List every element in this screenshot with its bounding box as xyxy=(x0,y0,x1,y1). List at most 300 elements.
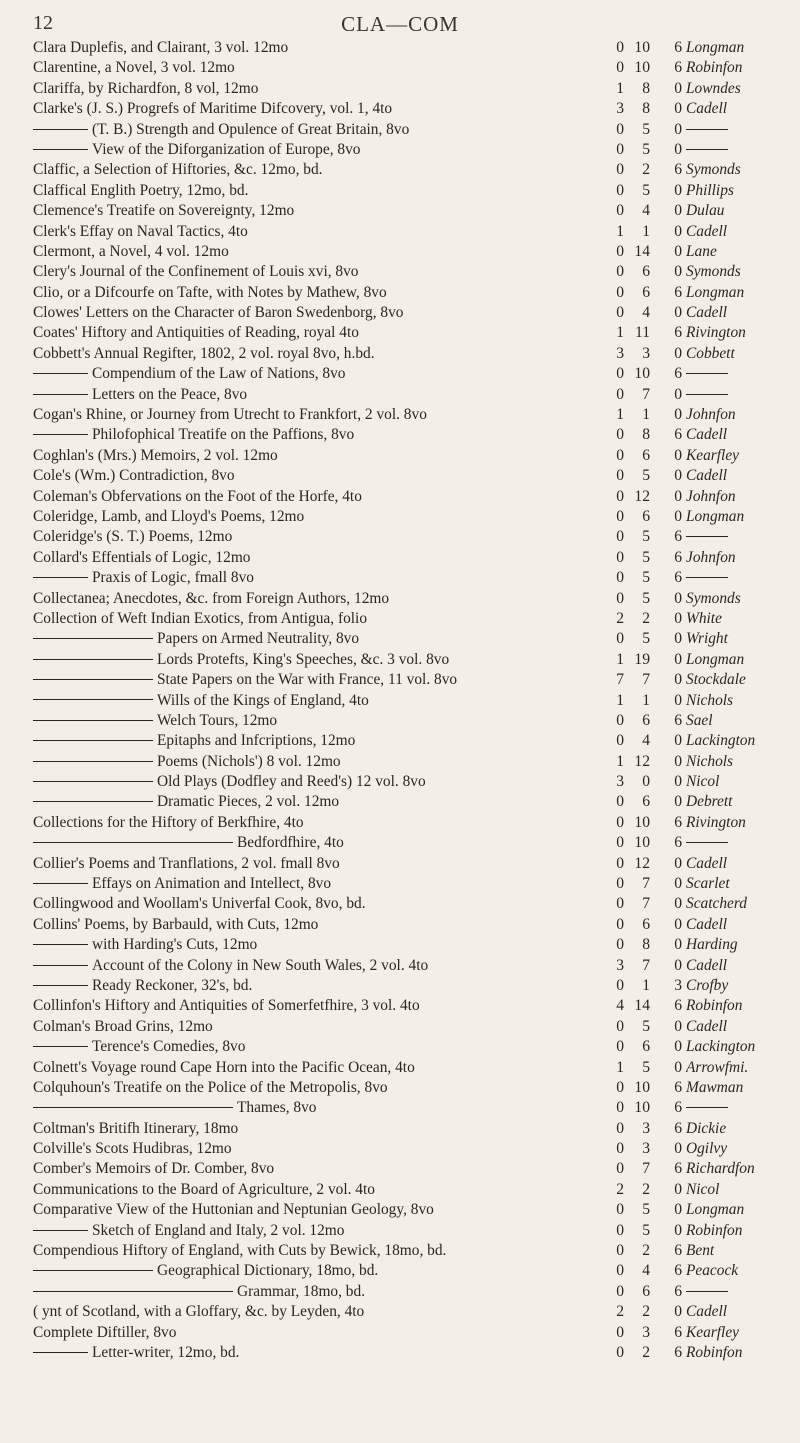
price-shillings: 5 xyxy=(642,589,650,607)
entry-title xyxy=(33,344,643,364)
entry-publisher xyxy=(686,120,798,140)
entry-title-text: Communications to the Board of Agriculture, 2 vol. 4to xyxy=(33,1180,375,1198)
entry-title xyxy=(33,120,643,140)
price-pounds: 0 xyxy=(616,854,624,872)
price-pounds: 0 xyxy=(616,1344,624,1361)
entry-publisher: Cadell xyxy=(686,915,728,933)
entry-publisher: Symonds xyxy=(686,263,741,281)
catalog-entry xyxy=(0,160,800,180)
entry-publisher: Mawman xyxy=(686,1078,744,1096)
catalog-entry xyxy=(0,894,800,914)
catalog-entry xyxy=(0,711,800,731)
entry-publisher: Lackington xyxy=(686,1038,756,1056)
price-pence: 6 xyxy=(674,528,682,546)
catalog-entry xyxy=(0,58,800,78)
price-shillings: 5 xyxy=(642,1058,650,1076)
entry-title xyxy=(33,792,643,812)
price-shillings: 6 xyxy=(642,793,650,811)
price-pounds: 0 xyxy=(616,813,624,831)
catalog-entry xyxy=(0,222,800,242)
entry-title xyxy=(33,874,643,894)
entry-publisher xyxy=(686,568,798,588)
entry-title-text: Bedfordfhire, 4to xyxy=(237,834,344,852)
price-shillings: 2 xyxy=(642,1242,650,1260)
ditto-rule xyxy=(33,638,153,639)
entry-title xyxy=(33,956,643,976)
entry-title xyxy=(33,772,643,792)
entry-title-text: Clowes' Letters on the Character of Baron Swedenborg, 8vo xyxy=(33,304,404,322)
catalog-entry xyxy=(0,691,800,711)
price-pence: 0 xyxy=(674,120,682,138)
entry-publisher: Nicol xyxy=(686,1180,720,1198)
entry-publisher: Lane xyxy=(686,242,717,260)
entry-publisher: Robinfon xyxy=(686,997,743,1015)
price-pence: 0 xyxy=(674,385,682,403)
price-pounds: 0 xyxy=(616,732,624,750)
price-shillings: 14 xyxy=(634,997,650,1015)
price-pounds: 0 xyxy=(616,487,624,505)
entry-publisher: Stockdale xyxy=(686,671,746,689)
price-shillings: 8 xyxy=(642,426,650,444)
entry-title-text: Collins' Poems, by Barbauld, with Cuts, 12mo xyxy=(33,915,319,933)
entry-title xyxy=(33,222,643,242)
price-pence: 6 xyxy=(674,711,682,729)
catalog-entry xyxy=(0,935,800,955)
price-pence: 0 xyxy=(674,671,682,689)
entry-title-text: Coleridge's (S. T.) Poems, 12mo xyxy=(33,528,233,546)
price-pence: 0 xyxy=(674,100,682,118)
price-shillings: 10 xyxy=(634,834,650,852)
catalog-entry xyxy=(0,140,800,160)
price-pence: 0 xyxy=(674,1201,682,1219)
entry-publisher xyxy=(686,364,798,384)
entry-title xyxy=(33,691,643,711)
catalog-entry xyxy=(0,1282,800,1302)
entry-title-text: Cole's (Wm.) Contradiction, 8vo xyxy=(33,467,235,485)
price-pence: 0 xyxy=(674,222,682,240)
price-pounds: 2 xyxy=(616,609,624,627)
price-pounds: 0 xyxy=(616,59,624,77)
price-pounds: 1 xyxy=(616,79,624,97)
price-pounds: 0 xyxy=(616,834,624,852)
price-pence: 0 xyxy=(674,344,682,362)
price-pounds: 0 xyxy=(616,1242,624,1260)
price-shillings: 8 xyxy=(642,100,650,118)
entry-publisher: White xyxy=(686,609,722,627)
catalog-entry xyxy=(0,670,800,690)
price-shillings: 10 xyxy=(634,39,650,56)
price-pounds: 0 xyxy=(616,569,624,587)
price-pence: 6 xyxy=(674,39,682,56)
price-pounds: 1 xyxy=(616,222,624,240)
entry-title-text: Ready Reckoner, 32's, bd. xyxy=(92,976,253,994)
price-pounds: 0 xyxy=(616,263,624,281)
entry-title-text: Collard's Effentials of Logic, 12mo xyxy=(33,548,251,566)
entry-publisher: Crofby xyxy=(686,976,729,994)
ditto-rule xyxy=(33,985,88,986)
price-pence: 6 xyxy=(674,1242,682,1260)
price-shillings: 2 xyxy=(642,1344,650,1361)
entry-publisher: Symonds xyxy=(686,161,741,179)
entry-publisher: Johnfon xyxy=(686,487,736,505)
publisher-ditto-rule xyxy=(686,129,728,130)
price-pence: 0 xyxy=(674,140,682,158)
price-pounds: 0 xyxy=(616,1201,624,1219)
ditto-rule xyxy=(33,781,153,782)
entry-publisher xyxy=(686,527,798,547)
entry-publisher: Dickie xyxy=(686,1119,727,1137)
entry-title xyxy=(33,140,643,160)
entry-title xyxy=(33,1180,643,1200)
price-shillings: 4 xyxy=(642,202,650,220)
entry-title xyxy=(33,466,643,486)
entry-publisher: Kearfley xyxy=(686,1323,739,1341)
publisher-ditto-rule xyxy=(686,536,728,537)
entry-publisher: Sael xyxy=(686,711,713,729)
price-shillings: 5 xyxy=(642,1221,650,1239)
catalog-entry xyxy=(0,792,800,812)
entry-title-text: Coleman's Obfervations on the Foot of the Horfe, 4to xyxy=(33,487,362,505)
entry-title-text: Clio, or a Difcourfe on Tafte, with Notes by Mathew, 8vo xyxy=(33,283,387,301)
catalog-entry xyxy=(0,589,800,609)
publisher-ditto-rule xyxy=(686,577,728,578)
price-shillings: 6 xyxy=(642,1038,650,1056)
entry-title-text: Account of the Colony in New South Wales, 2 vol. 4to xyxy=(92,956,429,974)
catalog-entry xyxy=(0,1200,800,1220)
entry-publisher: Arrowfmi. xyxy=(686,1058,749,1076)
entry-title-text: Clery's Journal of the Confinement of Louis xvi, 8vo xyxy=(33,263,359,281)
catalog-entry xyxy=(0,548,800,568)
entry-title xyxy=(33,283,643,303)
entry-title xyxy=(33,99,643,119)
price-pence: 0 xyxy=(674,507,682,525)
catalog-entry xyxy=(0,1098,800,1118)
entry-title-text: Collingwood and Woollam's Univerfal Cook, 8vo, bd. xyxy=(33,895,366,913)
price-shillings: 3 xyxy=(642,1323,650,1341)
entry-title-text: Epitaphs and Infcriptions, 12mo xyxy=(157,732,356,750)
entry-title-text: Old Plays (Dodfley and Reed's) 12 vol. 8vo xyxy=(157,773,426,791)
price-pounds: 0 xyxy=(616,140,624,158)
catalog-entry xyxy=(0,1119,800,1139)
catalog-entry xyxy=(0,283,800,303)
price-pounds: 0 xyxy=(616,793,624,811)
price-pounds: 0 xyxy=(616,283,624,301)
price-shillings: 6 xyxy=(642,507,650,525)
entry-title xyxy=(33,58,643,78)
catalog-entry xyxy=(0,1037,800,1057)
entry-publisher: Harding xyxy=(686,936,738,954)
price-pounds: 3 xyxy=(616,773,624,791)
ditto-rule xyxy=(33,129,88,130)
entry-title xyxy=(33,527,643,547)
price-pounds: 1 xyxy=(616,691,624,709)
entry-publisher: Cadell xyxy=(686,1303,728,1321)
catalog-entry xyxy=(0,364,800,384)
price-shillings: 8 xyxy=(642,79,650,97)
entry-publisher: Cadell xyxy=(686,222,728,240)
entry-publisher xyxy=(686,1282,798,1302)
catalog-entry xyxy=(0,1159,800,1179)
price-pounds: 0 xyxy=(616,589,624,607)
price-pounds: 0 xyxy=(616,1221,624,1239)
entry-title-text: Claffical Englith Poetry, 12mo, bd. xyxy=(33,181,249,199)
price-shillings: 10 xyxy=(634,1099,650,1117)
entry-title xyxy=(33,854,643,874)
entry-title xyxy=(33,405,643,425)
price-pence: 6 xyxy=(674,1344,682,1361)
price-pence: 6 xyxy=(674,813,682,831)
catalog-entry xyxy=(0,303,800,323)
price-pence: 0 xyxy=(674,304,682,322)
price-pence: 6 xyxy=(674,548,682,566)
price-pence: 0 xyxy=(674,487,682,505)
entry-title-text: Welch Tours, 12mo xyxy=(157,711,278,729)
price-pence: 0 xyxy=(674,875,682,893)
price-shillings: 6 xyxy=(642,283,650,301)
price-pounds: 3 xyxy=(616,344,624,362)
entry-title xyxy=(33,894,643,914)
price-pence: 6 xyxy=(674,161,682,179)
ditto-rule xyxy=(33,373,88,374)
price-pence: 0 xyxy=(674,732,682,750)
price-shillings: 1 xyxy=(642,976,650,994)
entry-title xyxy=(33,446,643,466)
entry-title-text: Colville's Scots Hudibras, 12mo xyxy=(33,1140,232,1158)
catalog-entry xyxy=(0,385,800,405)
catalog-entry xyxy=(0,1343,800,1363)
entry-title xyxy=(33,1119,643,1139)
catalog-entry xyxy=(0,181,800,201)
entry-title-text: Collinfon's Hiftory and Antiquities of Somerfetfhire, 3 vol. 4to xyxy=(33,997,420,1015)
entry-title-text: Clariffa, by Richardfon, 8 vol, 12mo xyxy=(33,79,259,97)
price-pounds: 1 xyxy=(616,1058,624,1076)
catalog-entry xyxy=(0,1078,800,1098)
price-pence: 6 xyxy=(674,1262,682,1280)
entry-title xyxy=(33,323,643,343)
entry-title xyxy=(33,38,643,58)
catalog-entry xyxy=(0,99,800,119)
price-pence: 0 xyxy=(674,446,682,464)
entry-publisher: Nichols xyxy=(686,691,734,709)
catalog-entry xyxy=(0,242,800,262)
price-pounds: 0 xyxy=(616,39,624,56)
catalog-entry xyxy=(0,650,800,670)
entry-title xyxy=(33,813,643,833)
entry-title xyxy=(33,935,643,955)
price-pence: 6 xyxy=(674,997,682,1015)
catalog-entry xyxy=(0,1241,800,1261)
entry-title-text: Collections for the Hiftory of Berkfhire, 4to xyxy=(33,813,304,831)
entry-publisher: Cadell xyxy=(686,956,728,974)
price-pounds: 0 xyxy=(616,548,624,566)
entry-title xyxy=(33,364,643,384)
price-pounds: 2 xyxy=(616,1180,624,1198)
catalog-entry xyxy=(0,956,800,976)
entry-title-text: with Harding's Cuts, 12mo xyxy=(92,936,258,954)
price-pence: 0 xyxy=(674,752,682,770)
entry-title xyxy=(33,1139,643,1159)
price-shillings: 6 xyxy=(642,446,650,464)
entry-title-text: Colman's Broad Grins, 12mo xyxy=(33,1017,213,1035)
entry-publisher: Richardfon xyxy=(686,1160,755,1178)
price-shillings: 4 xyxy=(642,732,650,750)
entry-publisher: Nicol xyxy=(686,773,720,791)
entry-title-text: Clarentine, a Novel, 3 vol. 12mo xyxy=(33,59,235,77)
catalog-entry xyxy=(0,609,800,629)
ditto-rule xyxy=(33,1291,233,1292)
ditto-rule xyxy=(33,394,88,395)
entry-title xyxy=(33,996,643,1016)
entry-publisher: Robinfon xyxy=(686,59,743,77)
price-pence: 0 xyxy=(674,1038,682,1056)
price-pence: 6 xyxy=(674,426,682,444)
entry-publisher: Dulau xyxy=(686,202,725,220)
price-pounds: 0 xyxy=(616,630,624,648)
catalog-entry xyxy=(0,731,800,751)
price-pence: 0 xyxy=(674,956,682,974)
price-pounds: 0 xyxy=(616,507,624,525)
entry-publisher xyxy=(686,1098,798,1118)
catalog-entry xyxy=(0,568,800,588)
entry-title xyxy=(33,1261,643,1281)
price-pounds: 0 xyxy=(616,1323,624,1341)
entry-title-text: Colnett's Voyage round Cape Horn into the Pacific Ocean, 4to xyxy=(33,1058,415,1076)
entry-title-text: Effays on Animation and Intellect, 8vo xyxy=(92,875,332,893)
price-pence: 3 xyxy=(674,976,682,994)
price-shillings: 4 xyxy=(642,304,650,322)
price-pence: 6 xyxy=(674,59,682,77)
ditto-rule xyxy=(33,1352,88,1353)
price-pounds: 1 xyxy=(616,406,624,424)
publisher-ditto-rule xyxy=(686,1291,728,1292)
entry-title-text: View of the Diforganization of Europe, 8vo xyxy=(92,140,361,158)
catalog-entry xyxy=(0,1017,800,1037)
price-pence: 0 xyxy=(674,630,682,648)
ditto-rule xyxy=(33,577,88,578)
entry-title xyxy=(33,487,643,507)
publisher-ditto-rule xyxy=(686,1107,728,1108)
price-pence: 0 xyxy=(674,263,682,281)
ditto-rule xyxy=(33,679,153,680)
ditto-rule xyxy=(33,1046,88,1047)
entry-title xyxy=(33,1343,643,1363)
catalog-entry xyxy=(0,1180,800,1200)
price-shillings: 12 xyxy=(634,854,650,872)
price-shillings: 2 xyxy=(642,1180,650,1198)
entry-title xyxy=(33,242,643,262)
entry-publisher: Lackington xyxy=(686,732,756,750)
price-pence: 0 xyxy=(674,936,682,954)
price-pence: 6 xyxy=(674,1119,682,1137)
entry-title xyxy=(33,385,643,405)
ditto-rule xyxy=(33,149,88,150)
entry-title-text: Coltman's Britifh Itinerary, 18mo xyxy=(33,1119,239,1137)
price-shillings: 12 xyxy=(634,752,650,770)
entry-title xyxy=(33,507,643,527)
price-shillings: 7 xyxy=(642,875,650,893)
entry-title xyxy=(33,303,643,323)
entry-title-text: Coates' Hiftory and Antiquities of Reading, royal 4to xyxy=(33,324,359,342)
entry-publisher xyxy=(686,833,798,853)
entry-title xyxy=(33,1200,643,1220)
price-shillings: 5 xyxy=(642,120,650,138)
price-pounds: 0 xyxy=(616,242,624,260)
catalog-entry xyxy=(0,487,800,507)
catalog-entry xyxy=(0,120,800,140)
price-pence: 0 xyxy=(674,854,682,872)
price-pounds: 7 xyxy=(616,671,624,689)
catalog-entry xyxy=(0,425,800,445)
entry-title-text: Comber's Memoirs of Dr. Comber, 8vo xyxy=(33,1160,275,1178)
ditto-rule xyxy=(33,659,153,660)
ditto-rule xyxy=(33,434,88,435)
price-shillings: 5 xyxy=(642,181,650,199)
entry-title xyxy=(33,915,643,935)
price-shillings: 14 xyxy=(634,242,650,260)
price-shillings: 8 xyxy=(642,936,650,954)
price-pence: 0 xyxy=(674,691,682,709)
entry-title-text: Collier's Poems and Tranflations, 2 vol. fmall 8vo xyxy=(33,854,340,872)
price-pence: 0 xyxy=(674,1180,682,1198)
entry-publisher: Longman xyxy=(686,507,745,525)
price-shillings: 0 xyxy=(642,773,650,791)
catalog-entry xyxy=(0,1261,800,1281)
entry-title-text: Letter-writer, 12mo, bd. xyxy=(92,1344,240,1361)
entry-title-text: Geographical Dictionary, 18mo, bd. xyxy=(157,1262,379,1280)
price-shillings: 7 xyxy=(642,671,650,689)
price-pence: 0 xyxy=(674,467,682,485)
catalog-entry xyxy=(0,772,800,792)
entry-title-text: Praxis of Logic, fmall 8vo xyxy=(92,569,254,587)
price-pounds: 0 xyxy=(616,711,624,729)
entry-publisher: Rivington xyxy=(686,324,746,342)
entry-title xyxy=(33,629,643,649)
price-shillings: 5 xyxy=(642,548,650,566)
price-pence: 0 xyxy=(674,1221,682,1239)
price-pounds: 0 xyxy=(616,1140,624,1158)
price-pence: 0 xyxy=(674,793,682,811)
price-shillings: 10 xyxy=(634,365,650,383)
catalog-entry xyxy=(0,1302,800,1322)
price-shillings: 10 xyxy=(634,813,650,831)
entry-title xyxy=(33,1302,643,1322)
ditto-rule xyxy=(33,761,153,762)
price-pence: 0 xyxy=(674,773,682,791)
ditto-rule xyxy=(33,801,153,802)
ditto-rule xyxy=(33,944,88,945)
catalog-entry xyxy=(0,405,800,425)
entry-title xyxy=(33,181,643,201)
entry-publisher: Scatcherd xyxy=(686,895,747,913)
price-shillings: 1 xyxy=(642,691,650,709)
price-pence: 6 xyxy=(674,1160,682,1178)
price-shillings: 2 xyxy=(642,609,650,627)
entry-title-text: Clara Duplefis, and Clairant, 3 vol. 12mo xyxy=(33,39,289,56)
entry-title xyxy=(33,1282,643,1302)
catalog-entry xyxy=(0,854,800,874)
catalog-entry xyxy=(0,976,800,996)
catalog-entry xyxy=(0,1221,800,1241)
entry-title xyxy=(33,833,643,853)
price-shillings: 5 xyxy=(642,630,650,648)
entry-title xyxy=(33,650,643,670)
entry-title xyxy=(33,1078,643,1098)
price-pounds: 0 xyxy=(616,181,624,199)
entry-publisher: Peacock xyxy=(686,1262,739,1280)
entry-title-text: Clemence's Treatife on Sovereignty, 12mo xyxy=(33,202,295,220)
entry-publisher: Cobbett xyxy=(686,344,735,362)
entry-title xyxy=(33,1037,643,1057)
